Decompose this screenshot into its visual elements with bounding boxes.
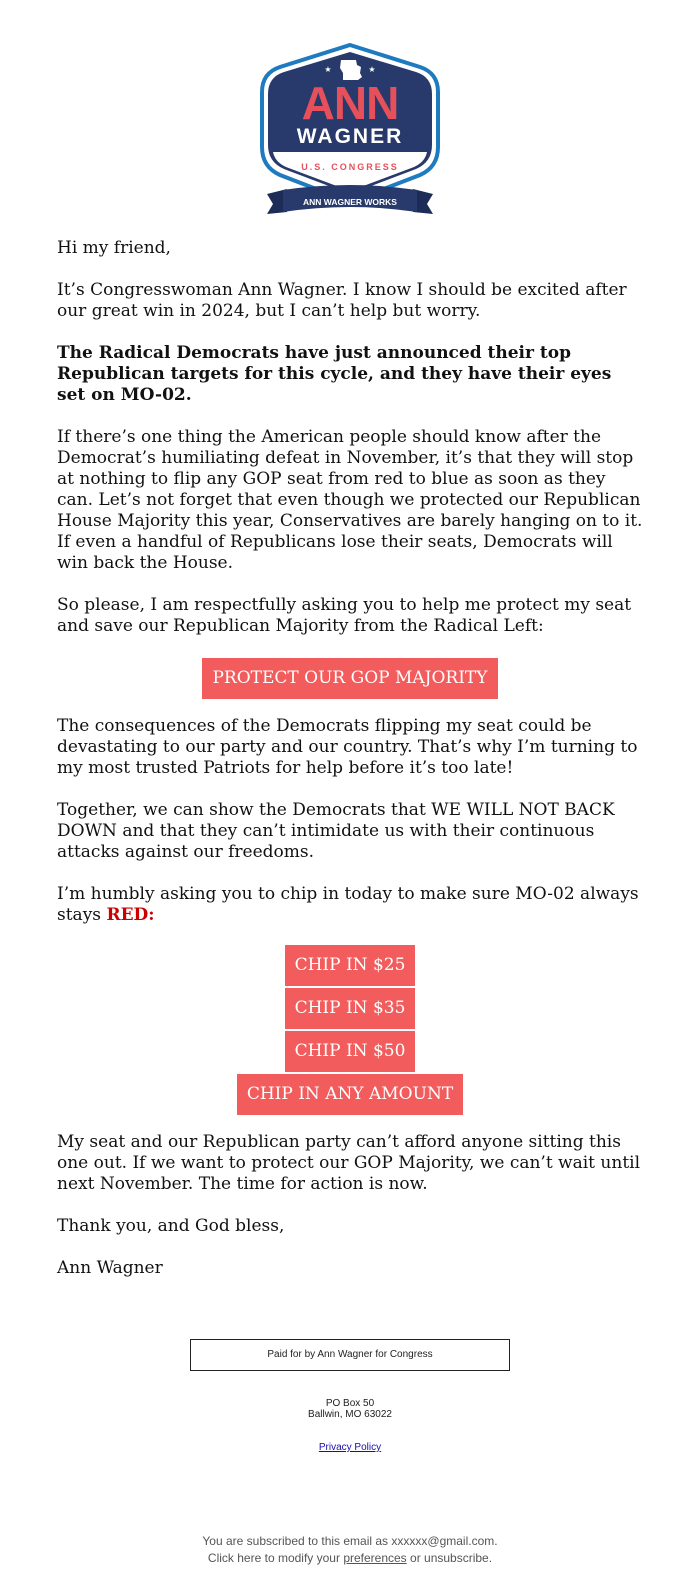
preferences-link[interactable]: preferences (343, 1551, 407, 1565)
paragraph-devastating: The consequences of the Democrats flipping my seat could be devastating to our party and our country. That’s why I’m turning to my most trusted Patriots for help before it’s too late! (57, 716, 638, 778)
preferences-prefix: Click here to modify your (207, 1551, 344, 1565)
svg-text:★: ★ (368, 65, 376, 74)
logo-name-bottom: WAGNER (296, 125, 404, 148)
paragraph-closing: My seat and our Republican party can’t afford anyone sitting this one out. If we want to protect our GOP Majority, we can’t wait until next November. The time for action is now. (57, 1132, 641, 1194)
paid-for-disclaimer: Paid for by Ann Wagner for Congress (190, 1339, 510, 1371)
red-emphasis: RED: (106, 905, 155, 925)
logo-name-top: ANN (301, 77, 399, 129)
preferences-line (0, 1550, 700, 1567)
privacy-policy (0, 1442, 700, 1453)
cta-wrap (57, 658, 643, 699)
paragraph-ask: So please, I am respectfully asking you to help me protect my seat and save our Republican Majority from the Radical Left: (57, 595, 632, 636)
paragraph-together: Together, we can show the Democrats that WE WILL NOT BACK DOWN and that they can’t intimidate us with their continuous attacks against our freedoms. (57, 800, 615, 862)
chip-in-any-amount-button[interactable]: CHIP IN ANY AMOUNT (237, 1074, 463, 1115)
mailing-address (0, 1398, 700, 1420)
paragraph-intro: It’s Congresswoman Ann Wagner. I know I should be excited after our great win in 2024, but I can’t help but worry. (57, 280, 627, 321)
subscription-notice (0, 1533, 700, 1567)
chip-in-25-button[interactable]: CHIP IN $25 (285, 945, 416, 986)
email-body (57, 238, 643, 1300)
paragraph-chip-in (57, 884, 643, 926)
logo-banner: ANN WAGNER WORKS (303, 197, 397, 207)
greeting: Hi my friend, (57, 238, 171, 258)
paragraph-targets: The Radical Democrats have just announced their top Republican targets for this cycle, and they have their eyes set on MO-02. (57, 343, 612, 405)
ann-wagner-logo (255, 42, 445, 222)
signature: Ann Wagner (57, 1258, 163, 1278)
privacy-policy-link[interactable]: Privacy Policy (318, 1442, 382, 1453)
chip-in-35-button[interactable]: CHIP IN $35 (285, 988, 416, 1029)
svg-text:★: ★ (324, 65, 332, 74)
paragraph-consequences: If there’s one thing the American people should know after the Democrat’s humiliating defeat in November, it’s that they will stop at nothing to flip any GOP seat from red to blue as soon as they can. Let’s not forget that even though we protected our Republican House Majority this year, Conservatives are barely hanging on to it. If even a handful of Republicans lose their seats, Democrats will win back the House. (57, 427, 643, 573)
subscribed-email-line: You are subscribed to this email as xxxxxx@gmail.com. (202, 1534, 498, 1548)
logo-subtitle: U.S. CONGRESS (301, 162, 399, 172)
chip-in-50-button[interactable]: CHIP IN $50 (285, 1031, 416, 1072)
signoff: Thank you, and God bless, (57, 1216, 285, 1236)
address-line-1: PO Box 50 (325, 1398, 375, 1409)
donation-buttons (57, 945, 643, 1115)
address-line-2: Ballwin, MO 63022 (308, 1409, 392, 1420)
protect-majority-button[interactable]: PROTECT OUR GOP MAJORITY (202, 658, 497, 699)
footer (0, 1339, 700, 1453)
preferences-suffix: or unsubscribe. (406, 1551, 493, 1565)
chip-in-text: I’m humbly asking you to chip in today to make sure MO-02 always stays (57, 884, 639, 925)
